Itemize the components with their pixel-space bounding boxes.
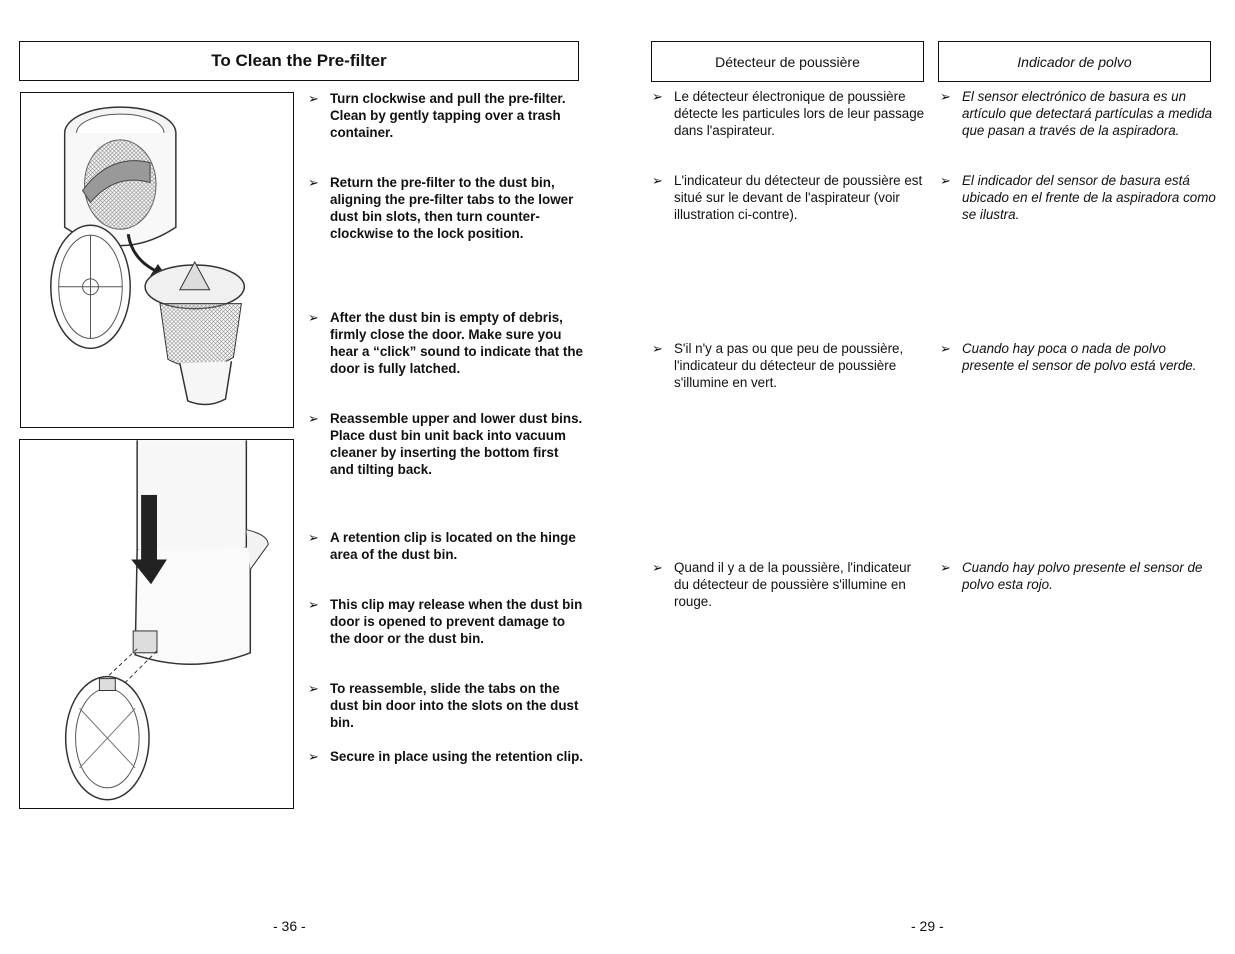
list-item: ➢ Secure in place using the retention clip.	[308, 749, 583, 764]
list-item: ➢ El indicador del sensor de basura está ubicado en el frente de la aspiradora como se ilustra.	[940, 173, 1216, 222]
list-item: ➢ This clip may release when the dust bin door is opened to prevent damage to the door or the dust bin.	[308, 597, 583, 646]
arrowhead-bullet-icon: ➢	[652, 341, 663, 356]
arrowhead-bullet-icon: ➢	[940, 560, 951, 575]
page-number-right: - 29 -	[911, 918, 944, 934]
arrowhead-bullet-icon: ➢	[308, 597, 319, 612]
arrowhead-bullet-icon: ➢	[308, 91, 319, 106]
arrowhead-bullet-icon: ➢	[308, 310, 319, 325]
list-item: ➢ S'il n'y a pas ou que peu de poussière, l'indicateur du détecteur de poussière s'illumine en vert.	[652, 341, 904, 390]
section-title-french: Détecteur de poussière	[651, 41, 924, 82]
list-item: ➢ Quand il y a de la poussière, l'indicateur du détecteur de poussière s'illumine en rouge.	[652, 560, 912, 609]
list-item: ➢ L'indicateur du détecteur de poussière est situé sur le devant de l'aspirateur (voir illustration ci-contre).	[652, 173, 923, 222]
list-item: ➢ To reassemble, slide the tabs on the dust bin door into the slots on the dust bin.	[308, 681, 579, 730]
list-item: ➢ Cuando hay poca o nada de polvo presente el sensor de polvo está verde.	[940, 341, 1197, 373]
list-item: ➢ Cuando hay polvo presente el sensor de polvo esta rojo.	[940, 560, 1203, 592]
list-item: ➢ Return the pre-filter to the dust bin, aligning the pre-filter tabs to the lower dust bin slots, then turn counter-clockwise to the lock position.	[308, 175, 574, 241]
section-title-pre-filter: To Clean the Pre-filter	[19, 41, 579, 81]
arrowhead-bullet-icon: ➢	[652, 89, 663, 104]
section-title-spanish: Indicador de polvo	[938, 41, 1211, 82]
arrowhead-bullet-icon: ➢	[308, 749, 319, 764]
list-item: ➢ Le détecteur électronique de poussière détecte les particules lors de leur passage dans l'aspirateur.	[652, 89, 925, 138]
arrowhead-bullet-icon: ➢	[308, 681, 319, 696]
list-item: ➢ Turn clockwise and pull the pre-filter. Clean by gently tapping over a trash container.	[308, 91, 566, 140]
arrowhead-bullet-icon: ➢	[308, 530, 319, 545]
list-item: ➢ A retention clip is located on the hinge area of the dust bin.	[308, 530, 576, 562]
arrowhead-bullet-icon: ➢	[940, 173, 951, 188]
arrowhead-bullet-icon: ➢	[308, 175, 319, 190]
arrowhead-bullet-icon: ➢	[940, 89, 951, 104]
list-item: ➢ After the dust bin is empty of debris, firmly close the door. Make sure you hear a “click” sound to indicate that the door is fully latched.	[308, 310, 583, 376]
list-item: ➢ El sensor electrónico de basura es un artículo que detectará partículas a medida que pasan a través de la aspiradora.	[940, 89, 1213, 138]
arrowhead-bullet-icon: ➢	[652, 560, 663, 575]
pre-filter-illustration	[20, 92, 294, 428]
list-item: ➢ Reassemble upper and lower dust bins. Place dust bin unit back into vacuum cleaner by inserting the bottom first and tilting back.	[308, 411, 583, 477]
retention-clip-illustration	[19, 439, 294, 809]
dust-bin-door-drawing	[20, 440, 293, 808]
page-number-left: - 36 -	[273, 918, 306, 934]
arrowhead-bullet-icon: ➢	[652, 173, 663, 188]
arrowhead-bullet-icon: ➢	[308, 411, 319, 426]
dust-bin-pre-filter-drawing	[21, 93, 293, 427]
arrowhead-bullet-icon: ➢	[940, 341, 951, 356]
